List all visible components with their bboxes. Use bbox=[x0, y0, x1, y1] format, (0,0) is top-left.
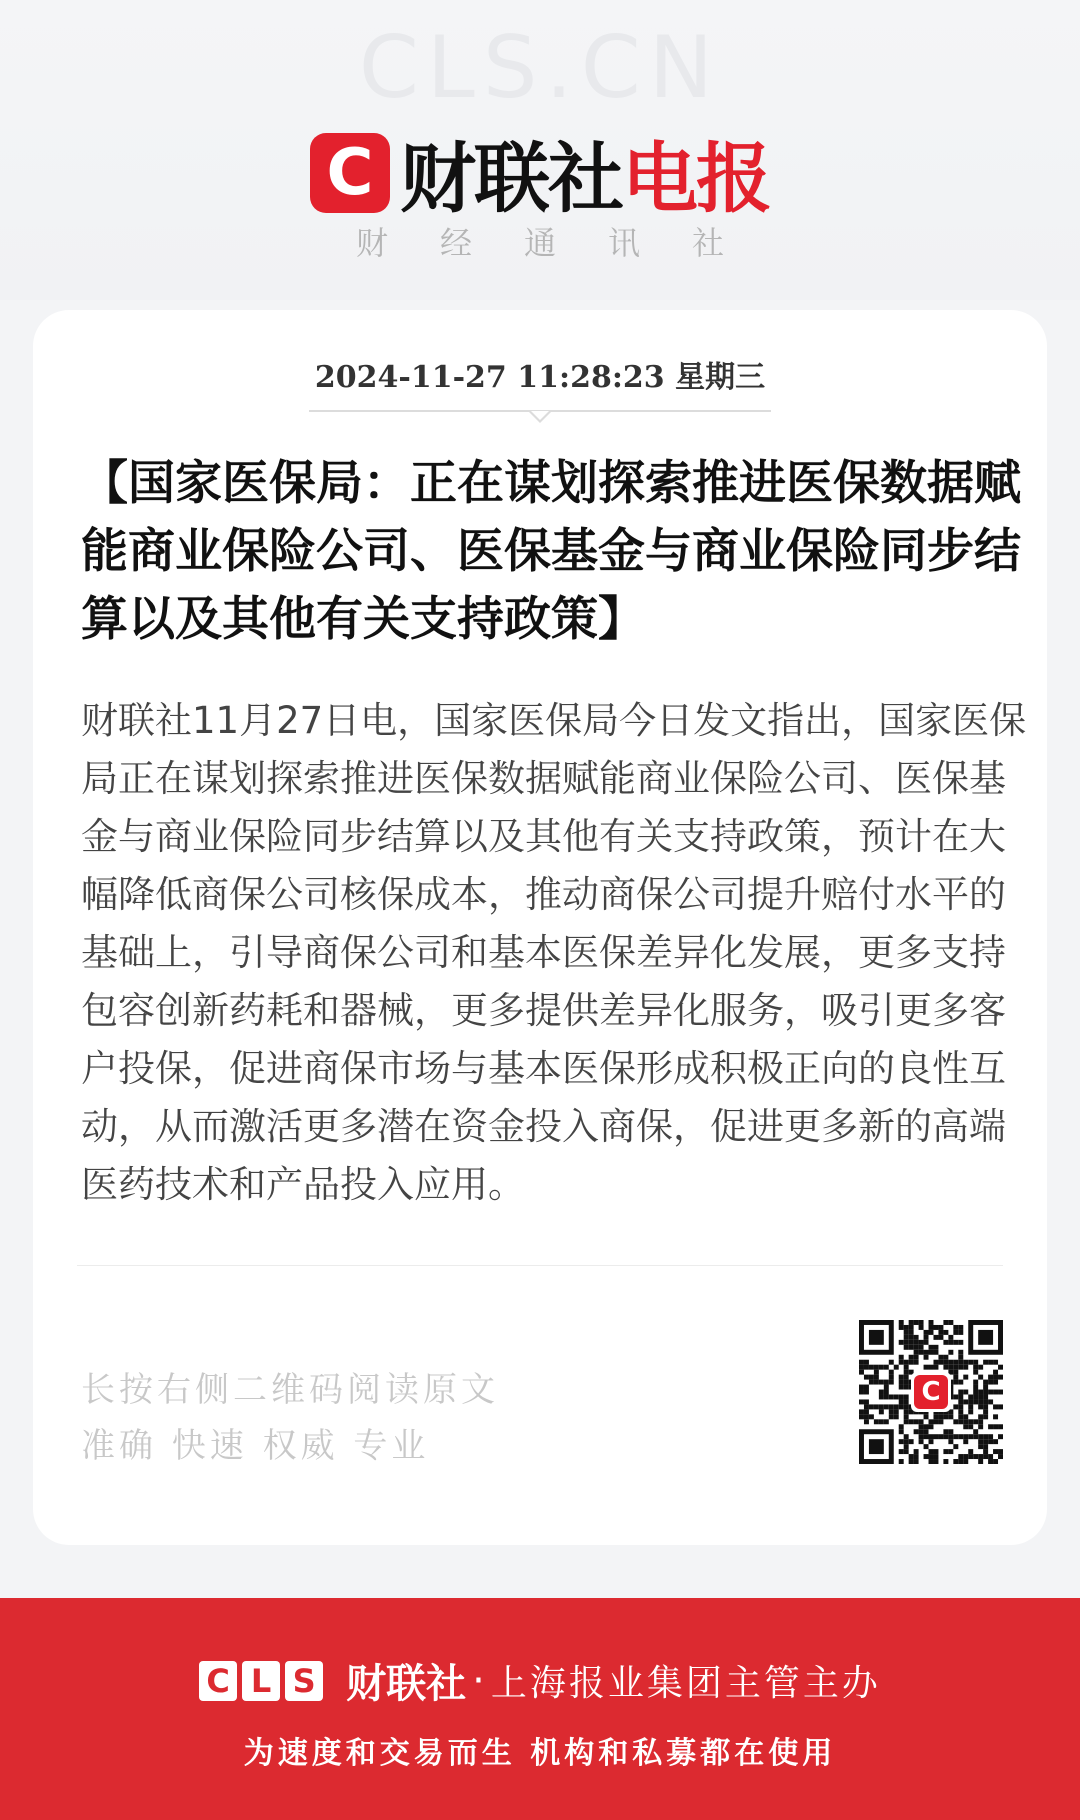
logo-text-brand: 财联社 bbox=[400, 134, 622, 223]
footer-brand-name: 财联社 bbox=[346, 1661, 467, 1707]
cls-letter-s: S bbox=[285, 1661, 323, 1701]
qr-hint-line2: 准确 快速 权威 专业 bbox=[81, 1426, 430, 1466]
qr-center-letter: C bbox=[914, 1375, 948, 1409]
watermark: CLS.CN bbox=[358, 18, 722, 118]
footer-slogan: 为速度和交易而生 机构和私募都在使用 bbox=[243, 1736, 837, 1771]
article-body: 财联社11月27日电，国家医保局今日发文指出，国家医保局正在谋划探索推进医保数据赋能商业保险公司、医保基金与商业保险同步结算以及其他有关支持政策，预计在大幅降低商保公司核保成本，推动商保公司提升赔付水平的基础上，引导商保公司和基本医保差异化发展，更多支持包容创新药耗和器械，更多提供差异化服务，吸引更多客户投保，促进商保市场与基本医保形成积极正向的良性互动，从而激活更多潜在资金投入商保，促进更多新的高端医药技术和产品投入应用。 bbox=[81, 699, 1027, 1206]
content-divider bbox=[77, 1265, 1003, 1266]
article-card bbox=[33, 310, 1047, 1545]
logo-text-telegraph: 电报 bbox=[622, 134, 770, 223]
qr-code[interactable] bbox=[859, 1320, 1003, 1464]
article-datetime: 2024-11-27 11:28:23 星期三 bbox=[314, 360, 766, 395]
qr-hint bbox=[81, 1362, 499, 1474]
logo bbox=[0, 118, 1080, 227]
logo-icon-letter: C bbox=[326, 135, 374, 210]
header bbox=[0, 0, 1080, 300]
cls-letter-l: L bbox=[242, 1661, 280, 1701]
qr-center-logo bbox=[911, 1372, 951, 1412]
footer-owner: 上海报业集团主管主办 bbox=[490, 1663, 881, 1704]
footer-brand-row bbox=[0, 1652, 1080, 1709]
footer-banner bbox=[0, 1598, 1080, 1820]
footer-separator: · bbox=[472, 1657, 485, 1704]
cls-logo-icon bbox=[310, 133, 390, 213]
tagline: 财经通讯社 bbox=[355, 224, 776, 262]
cls-letter-c: C bbox=[199, 1661, 237, 1701]
date-divider-notch-inner bbox=[531, 411, 549, 420]
article-headline: 【国家医保局：正在谋划探索推进医保数据赋能商业保险公司、医保基金与商业保险同步结算以及其他有关支持政策】 bbox=[81, 456, 1021, 647]
qr-hint-line1: 长按右侧二维码阅读原文 bbox=[81, 1370, 499, 1410]
